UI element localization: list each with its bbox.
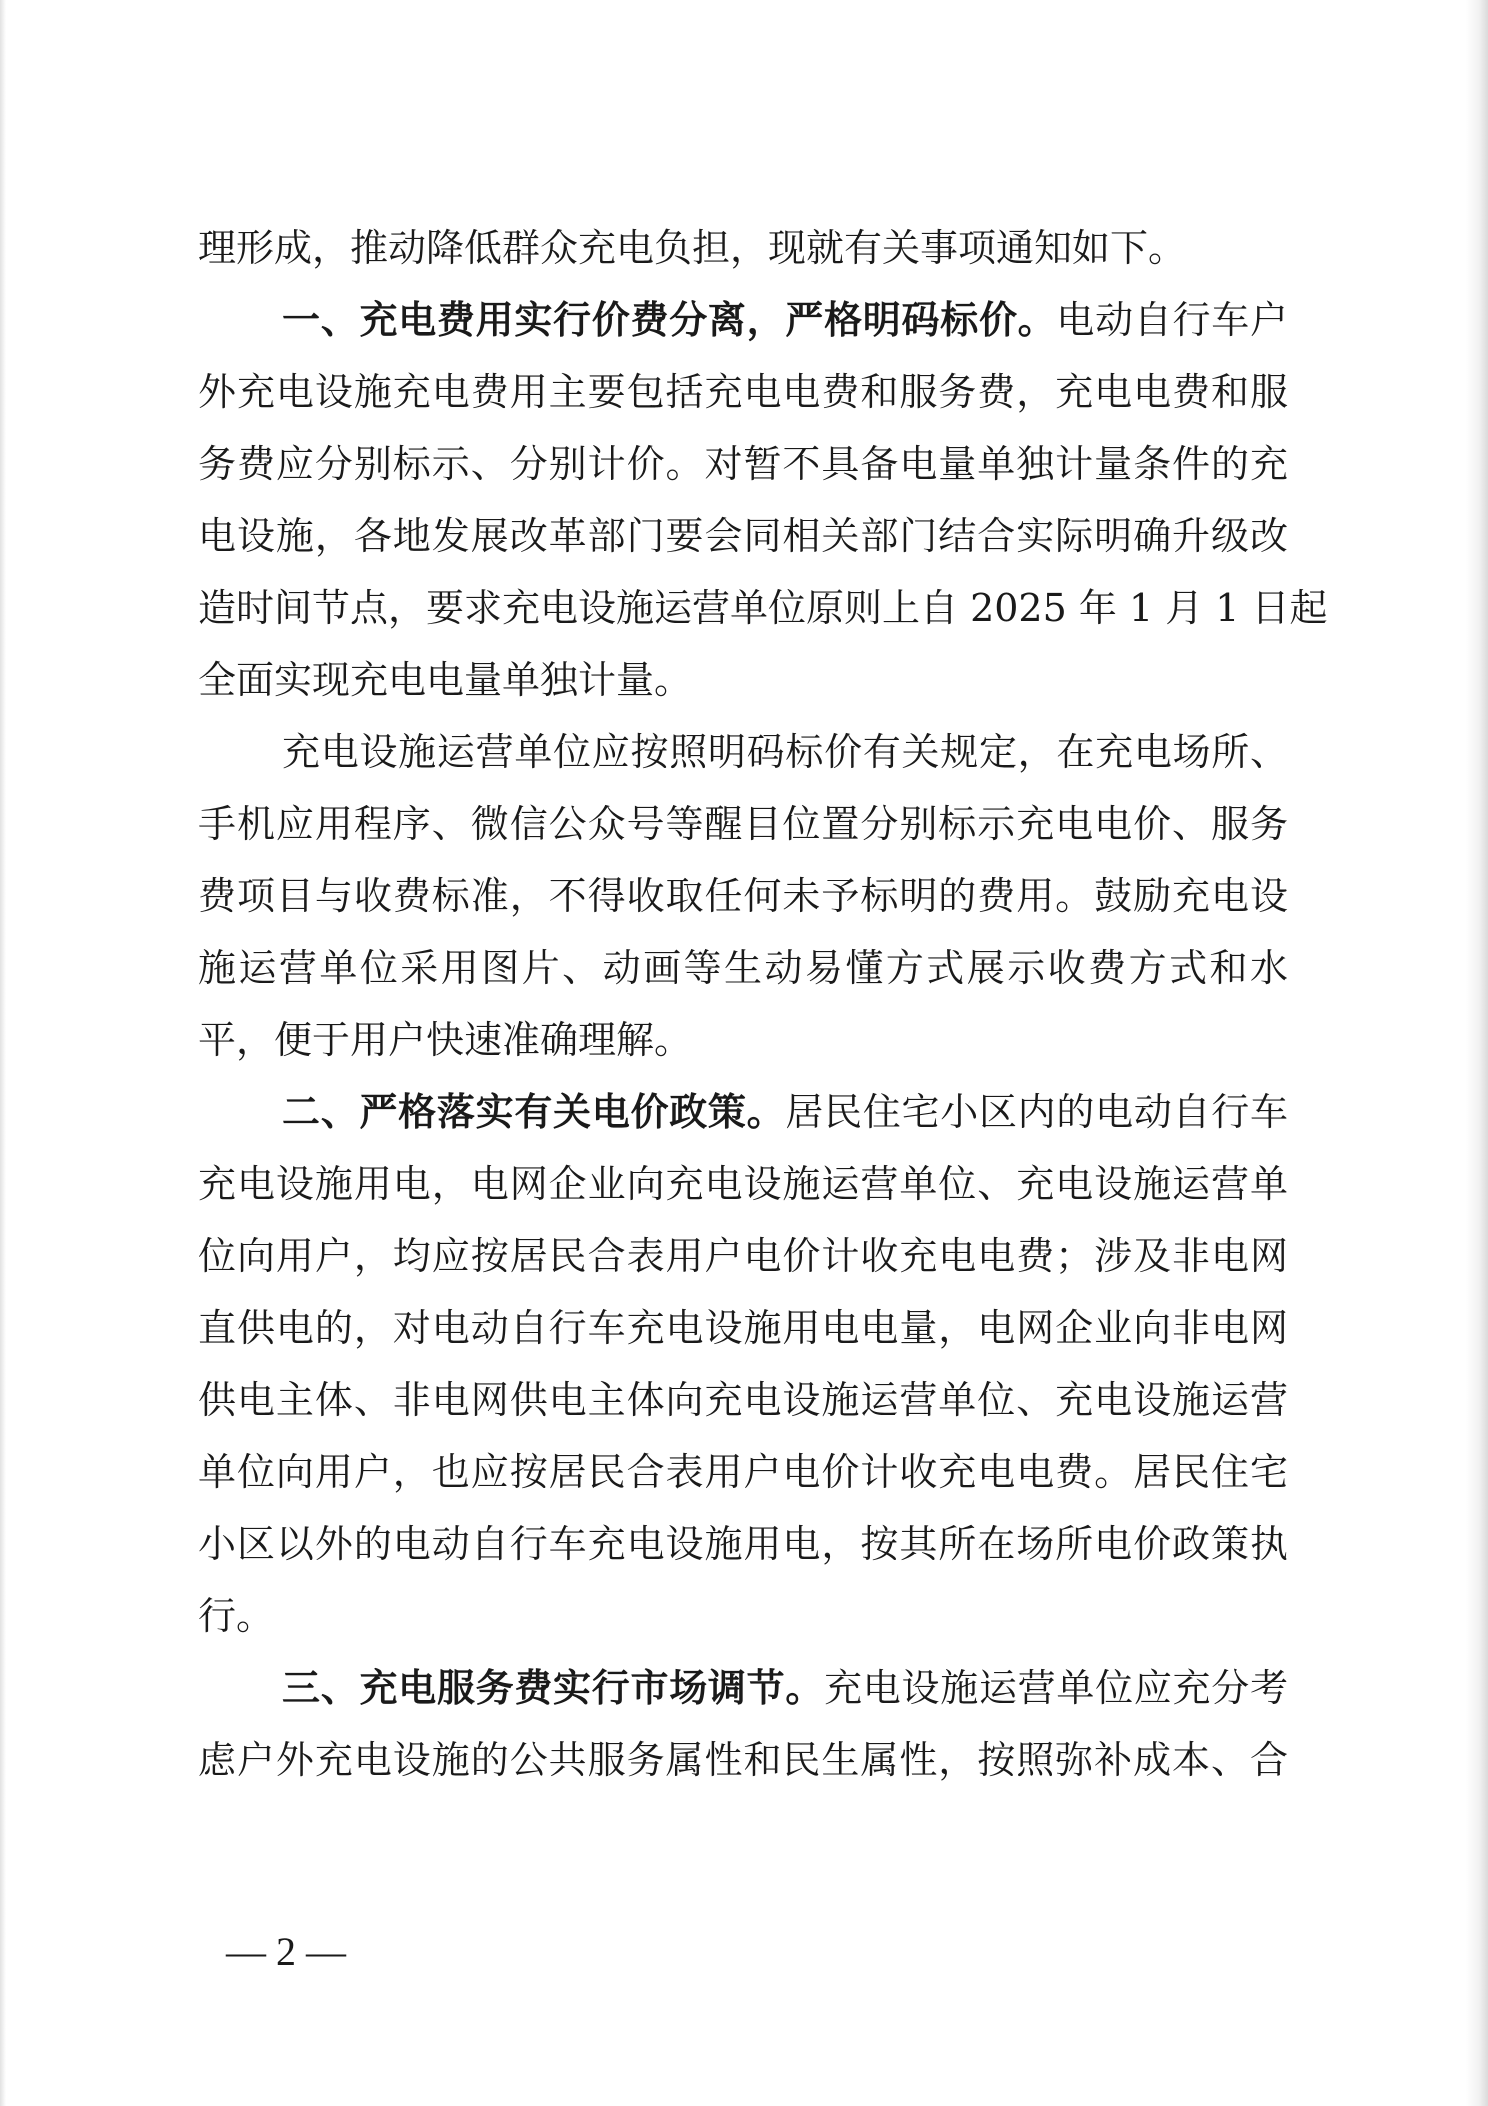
body-line: 外充电设施充电费用主要包括充电电费和服务费，充电电费和服 xyxy=(198,370,1288,414)
body-line: 造时间节点，要求充电设施运营单位原则上自 2025 年 1 月 1 日起 xyxy=(198,586,1328,630)
body-line: 小区以外的电动自行车充电设施用电，按其所在场所电价政策执 xyxy=(198,1522,1288,1566)
scan-shadow-left xyxy=(0,0,6,2106)
body-line: 虑户外充电设施的公共服务属性和民生属性，按照弥补成本、合 xyxy=(198,1738,1288,1782)
body-line: 施运营单位采用图片、动画等生动易懂方式展示收费方式和水 xyxy=(198,946,1288,990)
body-line: 手机应用程序、微信公众号等醒目位置分别标示充电电价、服务 xyxy=(198,802,1288,846)
body-line xyxy=(198,1652,1288,1724)
body-line: 直供电的，对电动自行车充电设施用电电量，电网企业向非电网 xyxy=(198,1306,1288,1350)
body-line: 充电设施运营单位应按照明码标价有关规定，在充电场所、 xyxy=(282,730,1288,774)
body-line: 全面实现充电电量单独计量。 xyxy=(198,658,693,702)
body-line xyxy=(198,284,1288,356)
body-line: 务费应分别标示、分别计价。对暂不具备电量单独计量条件的充 xyxy=(198,442,1288,486)
body-line: 理形成，推动降低群众充电负担，现就有关事项通知如下。 xyxy=(198,226,1187,270)
scan-shadow-right xyxy=(1466,0,1488,2106)
document-body xyxy=(198,212,1328,1796)
section-heading: 二、严格落实有关电价政策。 xyxy=(282,1090,786,1134)
body-line-segment: 居民住宅小区内的电动自行车 xyxy=(785,1090,1288,1134)
body-line: 平，便于用户快速准确理解。 xyxy=(198,1018,693,1062)
body-line: 行。 xyxy=(198,1594,275,1638)
body-line-segment: 电动自行车户 xyxy=(1056,298,1288,342)
page-number: — 2 — xyxy=(226,1929,346,1974)
body-line: 充电设施用电，电网企业向充电设施运营单位、充电设施运营单 xyxy=(198,1162,1288,1206)
body-line: 电设施，各地发展改革部门要会同相关部门结合实际明确升级改 xyxy=(198,514,1288,558)
section-heading: 一、充电费用实行价费分离，严格明码标价。 xyxy=(282,298,1057,342)
body-line: 单位向用户，也应按居民合表用户电价计收充电电费。居民住宅 xyxy=(198,1450,1288,1494)
body-line: 供电主体、非电网供电主体向充电设施运营单位、充电设施运营 xyxy=(198,1378,1288,1422)
body-line: 位向用户，均应按居民合表用户电价计收充电电费；涉及非电网 xyxy=(198,1234,1288,1278)
section-heading: 三、充电服务费实行市场调节。 xyxy=(282,1666,825,1710)
body-line: 费项目与收费标准，不得收取任何未予标明的费用。鼓励充电设 xyxy=(198,874,1288,918)
body-line xyxy=(198,1076,1288,1148)
body-line-segment: 充电设施运营单位应充分考 xyxy=(824,1666,1288,1710)
